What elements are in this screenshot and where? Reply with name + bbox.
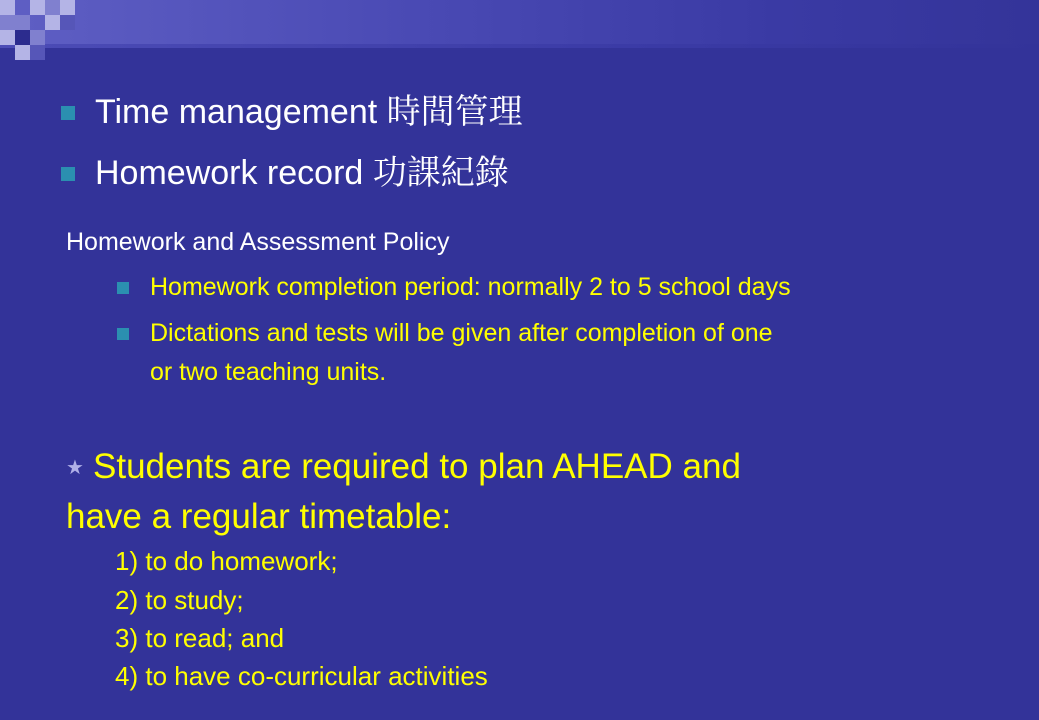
star-icon: ★ [66, 457, 84, 479]
bullet-time-management: Time management 時間管理 [95, 93, 523, 131]
header-stripe [0, 44, 1039, 48]
square-bullet-icon [117, 282, 129, 294]
bullet-homework-record: Homework record 功課紀錄 [95, 154, 509, 192]
plan-item-activities: 4) to have co-curricular activities [115, 661, 488, 691]
square-bullet-icon [61, 106, 75, 120]
square-bullet-icon [61, 167, 75, 181]
square-bullet-icon [117, 328, 129, 340]
policy-title: Homework and Assessment Policy [66, 228, 450, 256]
plan-item-read: 3) to read; and [115, 623, 285, 653]
policy-item-completion-period: Homework completion period: normally 2 to 5 school days [150, 273, 791, 301]
plan-item-homework: 1) to do homework; [115, 546, 338, 576]
plan-item-study: 2) to study; [115, 585, 244, 615]
plan-heading-line2: have a regular timetable: [66, 497, 452, 536]
policy-item-dictations-line2: or two teaching units. [150, 358, 387, 386]
policy-item-dictations-line1: Dictations and tests will be given after completion of one [150, 319, 773, 347]
header-band [0, 0, 1039, 44]
plan-heading-line1: Students are required to plan AHEAD and [93, 447, 741, 486]
